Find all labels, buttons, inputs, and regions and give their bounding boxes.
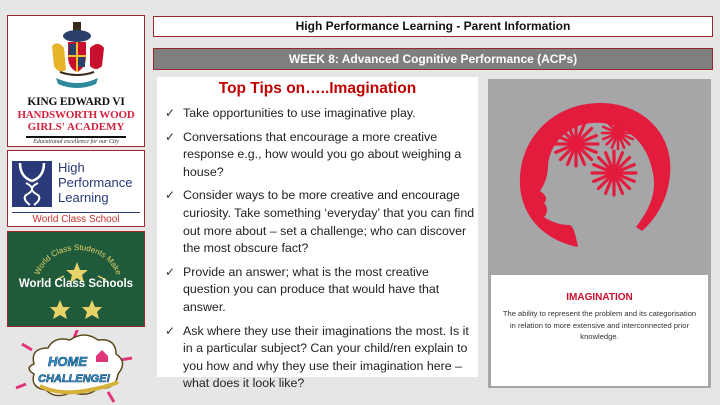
hpl-line2: Performance [58,175,133,190]
definition-text: The ability to represent the problem and its categorisation in relation to more extensive and interconnected prior knowledge. [502,309,697,341]
tip-item [163,129,475,182]
tip-text: Ask where they use their imaginations the most. Is it in a particular subject? Can your child/ren explain to you how and why they use their imagination here – what does it look like? [183,323,469,391]
school-divider [26,136,126,138]
school-name-line1: KING EDWARD VI [27,96,125,108]
definition-card [491,275,708,386]
checkmark-icon: ✓ [165,264,176,279]
wcs-main-text: World Class Schools [18,278,134,290]
svg-text:HOME: HOME [48,354,87,369]
hpl-line3: Learning [58,190,109,205]
checkmark-icon: ✓ [165,323,176,338]
school-name-line2: HANDSWORTH WOOD [17,109,135,121]
tips-list [163,105,475,399]
tip-text: Conversations that encourage a more creative response e.g., how would you go about weighing a house? [183,129,462,179]
school-crest-icon [46,22,108,94]
school-logo [7,15,145,147]
definition-title: IMAGINATION [566,292,633,303]
school-motto: Educational excellence for our City [33,139,119,145]
hpl-divider [12,212,140,213]
checkmark-icon: ✓ [165,129,176,144]
hpl-tagline: World Class School [32,214,120,225]
tip-text: Consider ways to be more creative and encourage curiosity. Take something ‘everyday’ that you can find out more about – set a challenge; who can discover the most obscure fact? [183,188,475,256]
week-banner: WEEK 8: Advanced Cognitive Performance (ACPs) [153,48,713,70]
svg-text:World Class Students Make: World Class Students Make [32,242,124,277]
tip-text: Take opportunities to use imaginative play. [183,106,416,120]
tip-item [163,264,475,317]
tips-panel [157,77,478,391]
checkmark-icon: ✓ [165,106,176,120]
svg-text:CHALLENGE!: CHALLENGE! [38,373,111,385]
head-with-flowers-icon [518,99,678,254]
page-title: High Performance Learning - Parent Information [153,16,713,37]
tip-text: Provide an answer; what is the most creative question you can produce that would have that answer. [183,264,440,314]
wcs-star-figures-icon [8,294,146,322]
tip-item [163,105,475,123]
school-name-line3: GIRLS' ACADEMY [27,121,125,133]
home-challenge-badge-icon [12,330,140,404]
hpl-mark-icon [12,161,52,207]
hpl-logo [7,150,145,227]
tip-item [163,187,475,257]
checkmark-icon: ✓ [165,188,176,203]
tips-title: Top Tips on…..Imagination [218,80,417,97]
hpl-wordmark [58,160,132,205]
tip-item [163,323,475,393]
imagination-panel [488,79,711,388]
hpl-line1: High [58,160,85,175]
world-class-schools-logo [7,231,145,327]
